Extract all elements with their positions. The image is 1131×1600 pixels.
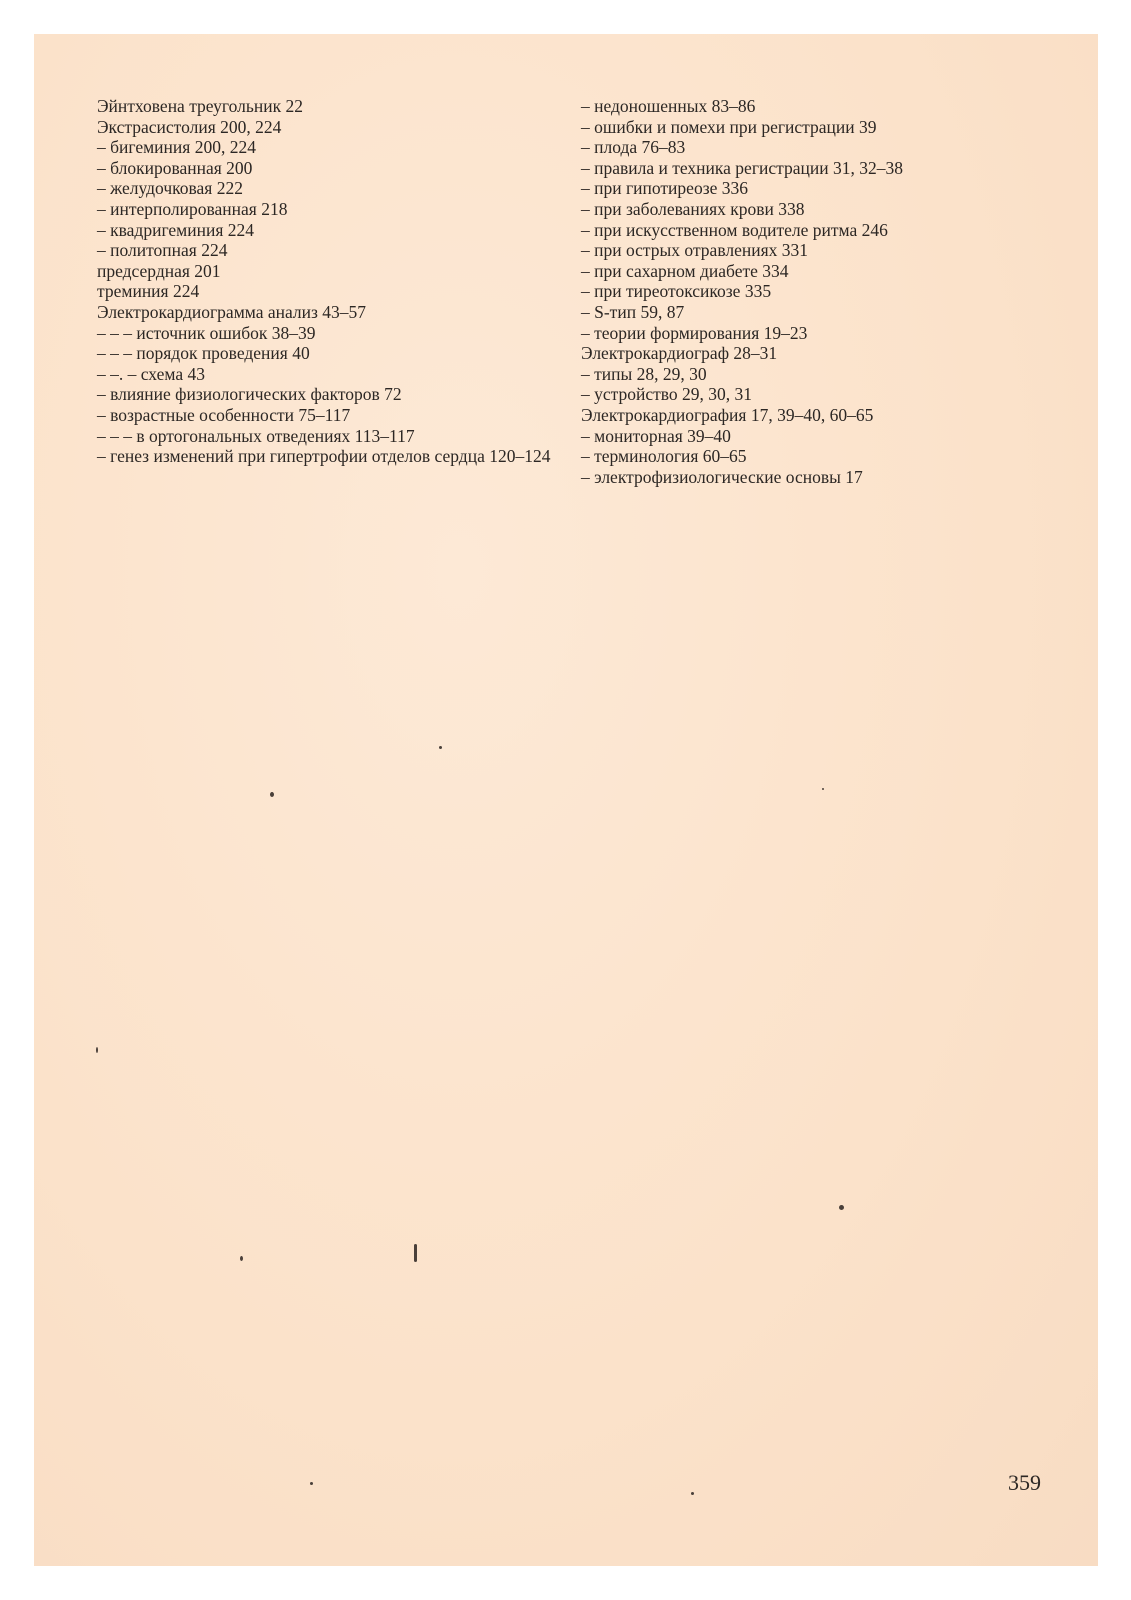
index-entry: – устройство 29, 30, 31 xyxy=(581,384,753,405)
index-entry: – типы 28, 29, 30 xyxy=(581,363,707,384)
scan-speck xyxy=(439,746,442,749)
index-entry: – терминология 60–65 xyxy=(581,446,747,467)
index-entry: – бигеминия 200, 224 xyxy=(97,137,256,158)
index-entry: треминия 224 xyxy=(97,281,200,302)
index-entry: – возрастные особенности 75–117 xyxy=(97,404,351,425)
scan-speck xyxy=(96,1047,98,1053)
index-entry: – при искусственном водителе ритма 246 xyxy=(581,219,888,240)
index-column-left xyxy=(97,96,557,467)
scan-speck xyxy=(839,1205,844,1210)
scan-speck xyxy=(691,1492,694,1495)
index-entry: – при острых отравлениях 331 xyxy=(581,240,809,261)
scan-speck xyxy=(414,1244,417,1262)
index-entry: Электрокардиография 17, 39–40, 60–65 xyxy=(581,404,874,425)
index-entry: – недоношенных 83–86 xyxy=(581,96,756,116)
index-entry: – правила и техника регистрации 31, 32–38 xyxy=(581,157,903,178)
index-entry: – электрофизиологические основы 17 xyxy=(581,466,863,487)
index-entry: – квадригеминия 224 xyxy=(97,219,255,240)
scan-speck xyxy=(310,1482,313,1485)
index-entry: – при сахарном диабете 334 xyxy=(581,260,789,281)
book-page xyxy=(34,34,1098,1566)
index-entry: Электрокардиограф 28–31 xyxy=(581,343,778,364)
index-entry: – S-тип 59, 87 xyxy=(581,301,685,322)
index-entry: – интерполированная 218 xyxy=(97,198,288,219)
index-entry: – – – в ортогональных отведениях 113–117 xyxy=(97,425,415,446)
index-entry: Эйнтховена треугольник 22 xyxy=(97,96,303,116)
index-entry: – плода 76–83 xyxy=(581,137,686,158)
index-entry: – блокированная 200 xyxy=(97,157,253,178)
scan-speck xyxy=(270,792,274,797)
index-entry: – влияние физиологических факторов 72 xyxy=(97,384,402,405)
index-entry: предсердная 201 xyxy=(97,260,221,281)
index-entry: – генез изменений при гипертрофии отделов сердца 120–124 xyxy=(97,446,551,467)
index-entry: – – – порядок проведения 40 xyxy=(97,343,310,364)
index-entry: Электрокардиограмма анализ 43–57 xyxy=(97,301,367,322)
index-entry: – –. – схема 43 xyxy=(97,363,205,384)
index-entry: – ошибки и помехи при регистрации 39 xyxy=(581,116,877,137)
index-entry: – при гипотиреозе 336 xyxy=(581,178,748,199)
index-entry: Экстрасистолия 200, 224 xyxy=(97,116,282,137)
index-entry: – при тиреотоксикозе 335 xyxy=(581,281,772,302)
index-column-right xyxy=(581,96,1055,487)
index-entry: – – – источник ошибок 38–39 xyxy=(97,322,316,343)
index-entry: – политопная 224 xyxy=(97,240,228,261)
scan-speck xyxy=(240,1256,243,1261)
scan-speck xyxy=(822,788,824,790)
index-entry: – желудочковая 222 xyxy=(97,178,243,199)
index-entry: – теории формирования 19–23 xyxy=(581,322,808,343)
index-entry: – при заболеваниях крови 338 xyxy=(581,198,805,219)
page-number: 359 xyxy=(1008,1470,1041,1495)
index-entry: – мониторная 39–40 xyxy=(581,425,731,446)
